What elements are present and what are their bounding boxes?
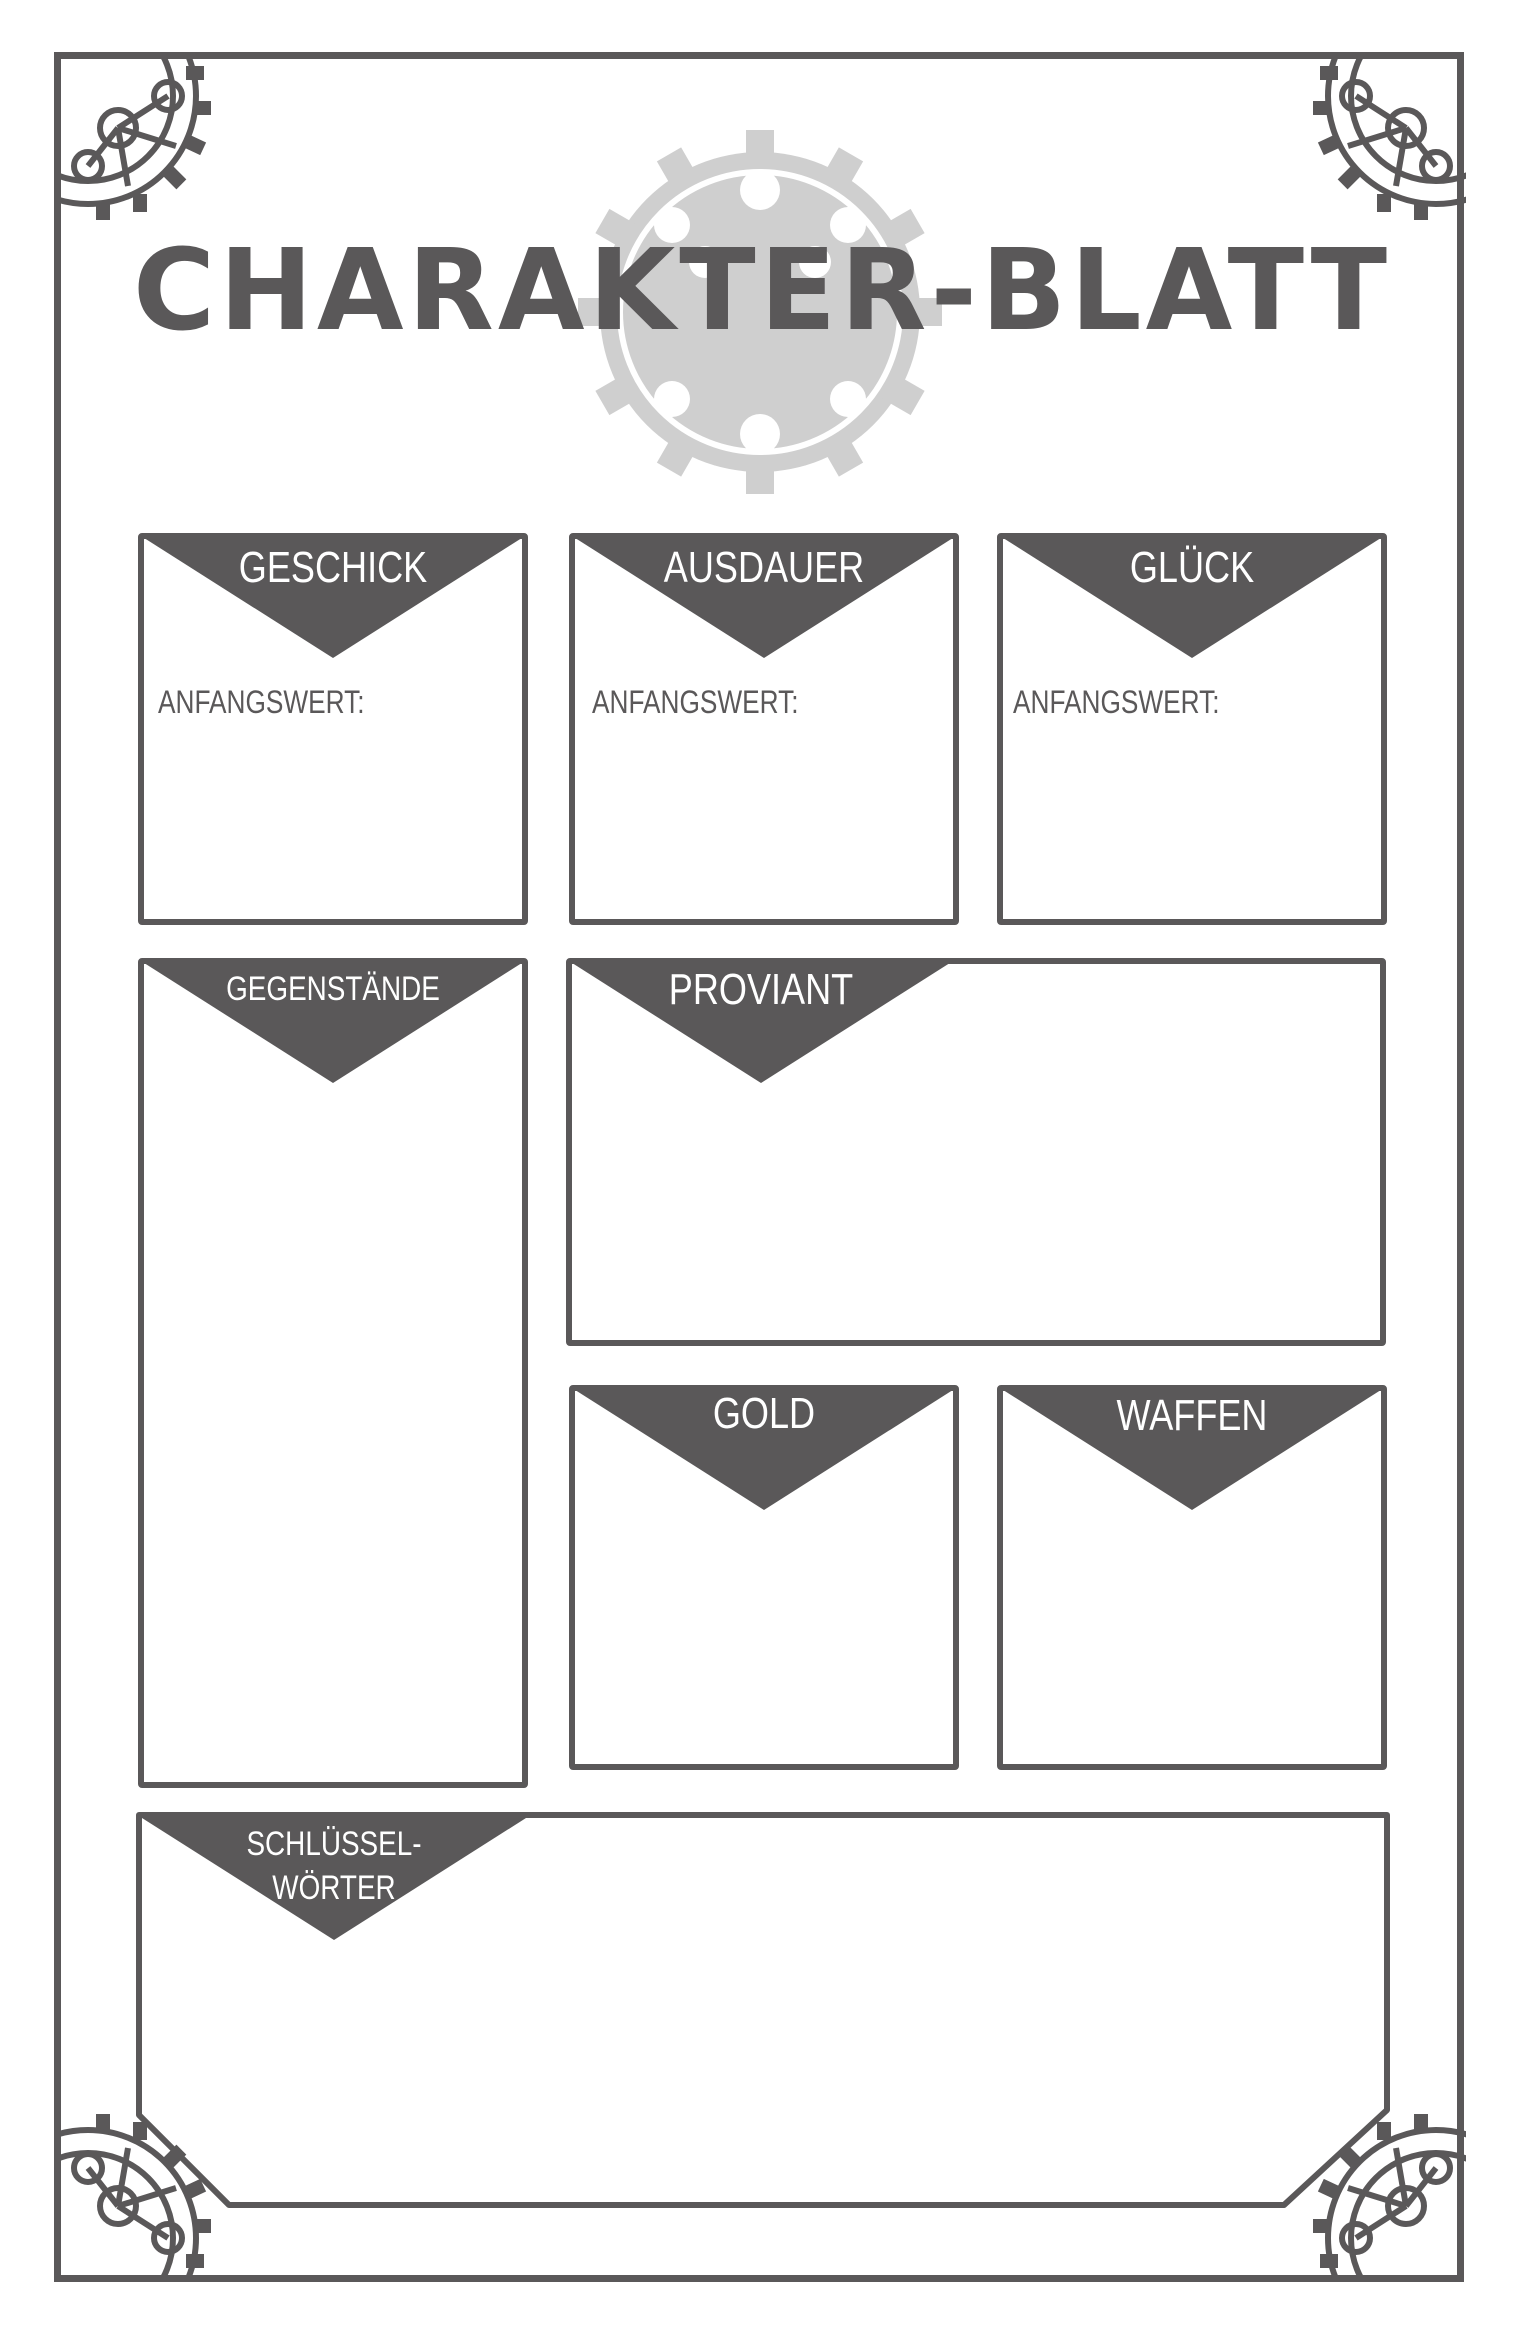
items-label: GEGENSTÄNDE [226,970,440,1008]
stat-field-label-glueck: ANFANGSWERT: [1013,684,1220,720]
stat-label-ausdauer: AUSDAUER [663,543,865,592]
stat-label-glueck: GLÜCK [1129,543,1255,592]
gear-corner-icon [1306,56,1466,226]
weapons-label: WAFFEN [1116,1391,1268,1440]
keywords-label: SCHLÜSSEL- WÖRTER [246,1825,422,1907]
provisions-label: PROVIANT [668,965,854,1014]
stat-label-geschick: GESCHICK [238,543,428,592]
gear-corner-icon [58,56,218,226]
page-title: CHARAKTER-BLATT [132,226,1392,356]
stat-field-label-geschick: ANFANGSWERT: [158,684,365,720]
gold-label: GOLD [712,1389,816,1438]
stat-field-label-ausdauer: ANFANGSWERT: [592,684,799,720]
